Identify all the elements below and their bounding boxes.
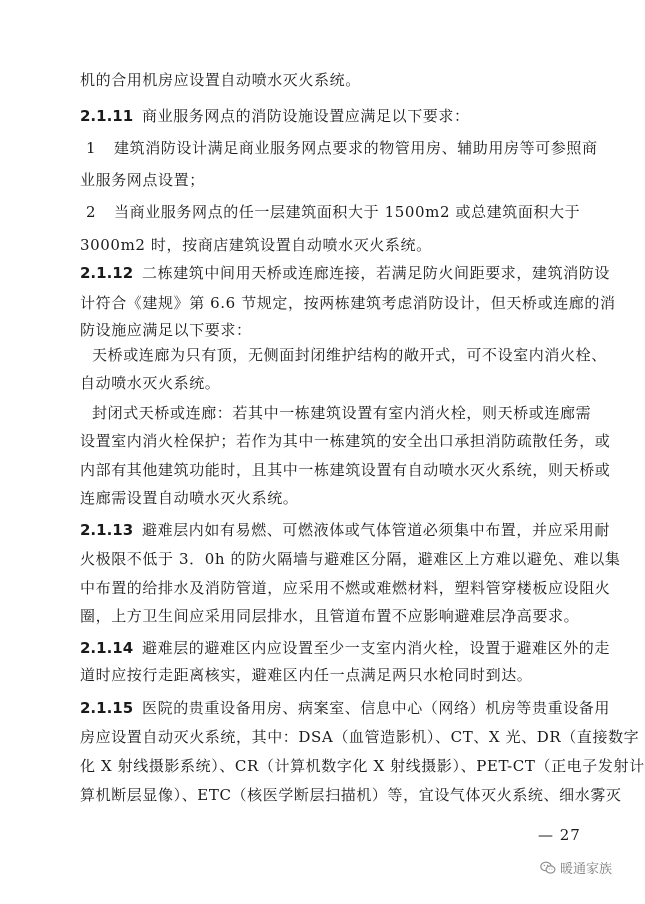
line-text: 算机断层显像）、ETC（核医学断层扫描机）等，宜设气体灭火系统、细水雾灭 (80, 786, 622, 804)
text-line (80, 235, 580, 257)
line-text: 商业服务网点的消防设施设置应满足以下要求： (142, 107, 470, 125)
line-text: 封闭式天桥或连廊：若其中一栋建筑设置有室内消火栓，则天桥或连廊需 (92, 404, 592, 422)
text-line (80, 549, 621, 571)
line-text: 建筑消防设计满足商业服务网点要求的物管用房、辅助用房等可参照商 (114, 139, 598, 157)
text-line (80, 403, 592, 425)
clause-number: 2.1.13 (80, 521, 134, 539)
text-line (80, 606, 580, 628)
line-text: 道时应按行走距离核实，避难区内任一点满足两只水枪同时到达。 (80, 666, 533, 684)
text-line (80, 756, 645, 778)
line-text: 化 X 射线摄影系统）、CR（计算机数字化 X 射线摄影）、PET-CT（正电子发射计 (80, 757, 645, 775)
text-line (80, 293, 616, 315)
line-text: 天桥或连廊为只有顶，无侧面封闭维护结构的敞开式，可不设室内消火栓、 (92, 346, 607, 364)
text-line (80, 138, 598, 160)
text-line (80, 665, 580, 687)
clause-line (80, 263, 611, 285)
text-line (80, 460, 611, 482)
item-number: 1 (86, 139, 97, 157)
line-text: 圈，上方卫生间应采用同层排水，且管道布置不应影响避难层净高要求。 (80, 607, 580, 625)
line-text: 房应设置自动灭火系统，其中：DSA（血管造影机）、CT、X 光、DR（直接数字 (80, 728, 640, 746)
text-line (80, 320, 580, 342)
clause-line (80, 698, 611, 720)
line-text: 业服务网点设置； (80, 171, 205, 189)
text-line (80, 488, 580, 510)
line-text: 内部有其他建筑功能时，且其中一栋建筑设置有自动喷水灭火系统，则天桥或 (80, 461, 611, 479)
line-text: 连廊需设置自动喷水灭火系统。 (80, 489, 299, 507)
clause-number: 2.1.12 (80, 264, 134, 282)
clause-number: 2.1.14 (80, 639, 134, 657)
clause-number: 2.1.15 (80, 699, 134, 717)
clause-line (80, 106, 580, 128)
line-text: 计符合《建规》第 6.6 节规定，按两栋建筑考虑消防设计，但天桥或连廊的消 (80, 294, 616, 312)
text-line (80, 70, 580, 92)
clause-number: 2.1.11 (80, 107, 134, 125)
line-text: 防设施应满足以下要求： (80, 321, 252, 339)
text-line (80, 785, 622, 807)
line-text: 当商业服务网点的任一层建筑面积大于 1500m2 或总建筑面积大于 (114, 203, 581, 221)
line-text: 二栋建筑中间用天桥或连廊连接，若满足防火间距要求，建筑消防设 (142, 264, 611, 282)
line-text: 医院的贵重设备用房、病案室、信息中心（网络）机房等贵重设备用 (142, 699, 611, 717)
line-text: 设置室内消火栓保护；若作为其中一栋建筑的安全出口承担消防疏散任务，或 (80, 432, 611, 450)
page-number: — 27 (538, 826, 581, 844)
text-line (80, 578, 611, 600)
line-text: 机的合用机房应设置自动喷水灭火系统。 (80, 71, 361, 89)
text-line (80, 345, 607, 367)
item-number: 2 (86, 203, 97, 221)
clause-line (80, 638, 611, 660)
line-text: 避难层内如有易燃、可燃液体或气体管道必须集中布置，并应采用耐 (142, 521, 611, 539)
text-line (80, 373, 580, 395)
line-text: 避难层的避难区内应设置至少一支室内消火栓，设置于避难区外的走 (142, 639, 611, 657)
line-text: 火极限不低于 3．0h 的防火隔墙与避难区分隔，避难区上方难以避免、难以集 (80, 550, 621, 568)
watermark-text: 暖通家族 (560, 862, 613, 877)
text-line (80, 431, 611, 453)
clause-line (80, 520, 611, 542)
text-line (80, 202, 580, 224)
wechat-icon (540, 861, 556, 875)
text-line (80, 170, 580, 192)
line-text: 自动喷水灭火系统。 (80, 374, 221, 392)
watermark (540, 858, 612, 877)
line-text: 3000m2 时，按商店建筑设置自动喷水灭火系统。 (80, 236, 432, 254)
text-line (80, 727, 640, 749)
line-text: 中布置的给排水及消防管道，应采用不燃或难燃材料，塑料管穿楼板应设阻火 (80, 579, 611, 597)
